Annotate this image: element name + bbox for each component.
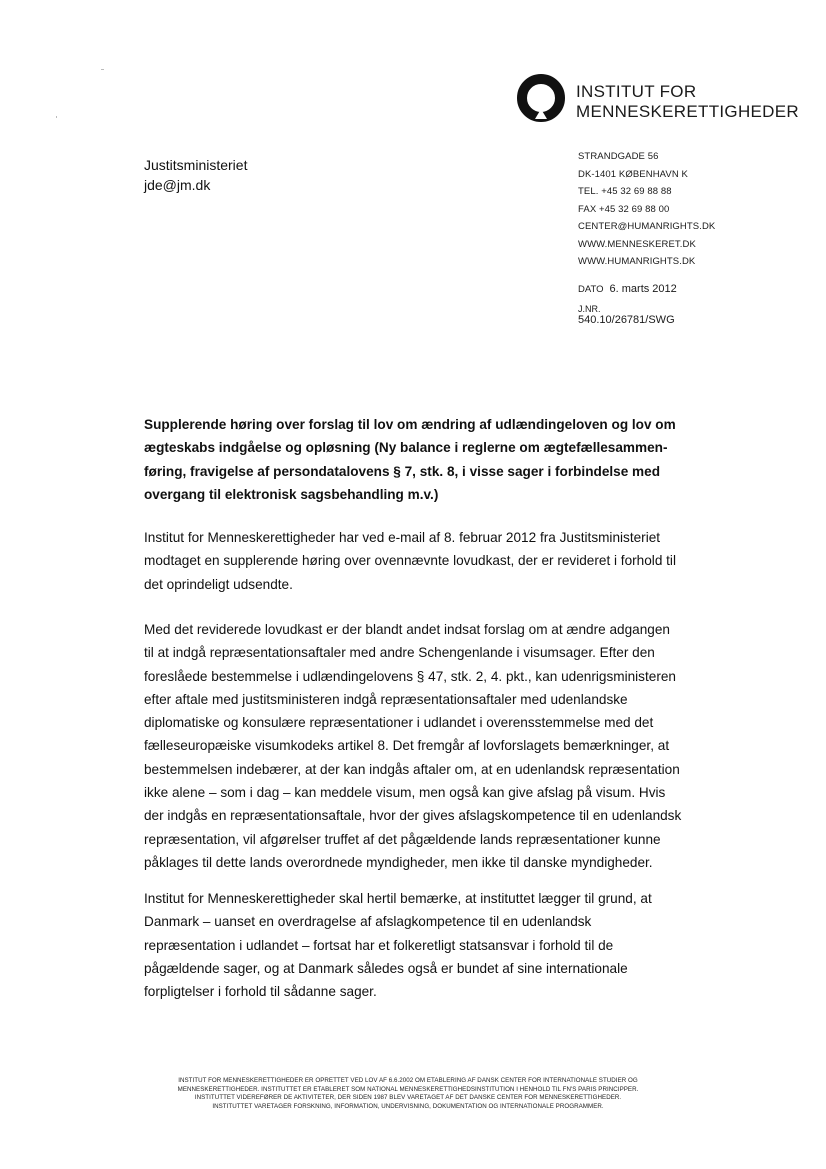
date-line (578, 283, 677, 295)
date-value: 6. marts 2012 (609, 283, 677, 295)
paragraph-line: pågældende sager, og at Danmark således også er bundet af sine internationale (144, 960, 628, 976)
subject-line: ægteskabs indgåelse og opløsning (Ny balance i reglerne om ægtefællesammen- (144, 440, 668, 456)
subject-line: Supplerende høring over forslag til lov om ændring af udlændingeloven og lov om (144, 417, 676, 432)
footer-line: INSTITUT FOR MENNESKERETTIGHEDER ER OPRETTET VED LOV AF 6.6.2002 OM ETABLERING AF DANSK CENTER FOR INTERNATIONALE STUDIER OG (178, 1077, 638, 1084)
legal-footer (130, 1077, 686, 1111)
paragraph-1 (144, 526, 684, 596)
scan-speck (56, 116, 57, 118)
institute-logo (516, 73, 799, 125)
logo-wordmark (576, 82, 799, 122)
contact-block (578, 148, 715, 271)
subject-line: føring, fravigelse af persondatalovens § 7, stk. 8, i visse sager i forbindelse med (144, 463, 660, 479)
paragraph-line: Institut for Menneskerettigheder har ved e-mail af 8. februar 2012 fra Justitsministeriet (144, 530, 661, 545)
paragraph-line: påklages til dette lands overordnede myndigheder, men ikke til danske myndigheder. (144, 854, 653, 870)
contact-website-dk: WWW.MENNESKERET.DK (578, 238, 696, 250)
paragraph-line: der indgås en repræsentationsaftale, hvor der gives afslagskompetence til en udenlandsk (144, 808, 682, 824)
logo-line-1: INSTITUT FOR (576, 82, 697, 101)
paragraph-3 (144, 887, 684, 1003)
contact-website-en: WWW.HUMANRIGHTS.DK (578, 256, 696, 267)
contact-phone: TEL. +45 32 69 88 88 (578, 186, 672, 197)
scan-speck (101, 69, 104, 70)
paragraph-line: modtaget en supplerende høring over ovennævnte lovudkast, der er revideret i forhold til (144, 553, 676, 569)
paragraph-line: foreslåede bestemmelse i udlændingelovens § 47, stk. 2, 4. pkt., kan udenrigsministeren (144, 668, 676, 684)
contact-address: STRANDGADE 56 (578, 151, 659, 162)
paragraph-line: Med det reviderede lovudkast er der blandt andet indsat forslag om at ændre adgangen (144, 622, 670, 637)
logo-ring-icon (516, 73, 566, 123)
footer-line: MENNESKERETTIGHEDER. INSTITUTTET ER ETABLERET SOM NATIONAL MENNESKERETTIGHEDSINSTITUTION I HENHOLD TIL FN'S PARIS PRINCIPPER. (177, 1085, 639, 1093)
journal-number-value: 540.10/26781/SWG (578, 314, 675, 326)
paragraph-line: ikke alene – som i dag – kan meddele visum, men også kan give afslag på visum. Hvis (144, 785, 666, 801)
paragraph-line: fælleseuropæiske visumkodeks artikel 8. Det fremgår af lovforslagets bemærkninger, at (144, 738, 670, 754)
paragraph-line: det oprindeligt udsendte. (144, 576, 293, 592)
paragraph-line: forpligtelser i forhold til sådanne sager. (144, 984, 377, 1000)
paragraph-line: til at indgå repræsentationsaftaler med andre Schengenlande i visumsager. Efter den (144, 645, 655, 661)
paragraph-line: Institut for Menneskerettigheder skal hertil bemærke, at instituttet lægger til grund, at (144, 891, 652, 906)
contact-email: CENTER@HUMANRIGHTS.DK (578, 221, 716, 232)
paragraph-2 (144, 618, 684, 874)
paragraph-line: bestemmelsen indebærer, at der kan indgås aftaler om, at en udenlandsk repræsentation (144, 761, 680, 777)
paragraph-line: repræsentation i udlandet – fortsat har et folkeretligt statsansvar i forhold til de (144, 937, 614, 953)
subject-heading (144, 413, 684, 506)
footer-line: INSTITUTTET VIDEREFØRER DE AKTIVITETER, DER SIDEN 1987 BLEV VARETAGET AF DET DANSKE CENTER FOR MENNESKERETTIGHEDER. (194, 1094, 622, 1102)
footer-line: INSTITUTTET VARETAGER FORSKNING, INFORMATION, UNDERVISNING, DOKUMENTATION OG INTERNATIONALE PROGRAMMER. (212, 1102, 604, 1110)
contact-city: DK-1401 KØBENHAVN K (578, 168, 688, 180)
paragraph-line: efter aftale med justitsministeren indgå repræsentationsaftaler med udenlandske (144, 691, 628, 707)
contact-fax: FAX +45 32 69 88 00 (578, 203, 670, 215)
paragraph-line: repræsentation, vil afgørelser truffet af det pågældende lands repræsentationer kunne (144, 831, 661, 847)
logo-line-2: MENNESKERETTIGHEDER (576, 102, 799, 121)
paragraph-line: Danmark – uanset en overdragelse af afslagkompetence til en udenlandsk (144, 914, 592, 930)
date-label: DATO (578, 284, 604, 295)
recipient-email: jde@jm.dk (144, 177, 211, 193)
subject-line: overgang til elektronisk sagsbehandling m.v.) (144, 486, 439, 502)
recipient-block (144, 155, 247, 195)
paragraph-line: diplomatiske og konsulære repræsentationer i udlandet i overensstemmelse med det (144, 715, 654, 731)
journal-number-label: J.NR. (578, 304, 601, 314)
recipient-name: Justitsministeriet (144, 157, 248, 173)
